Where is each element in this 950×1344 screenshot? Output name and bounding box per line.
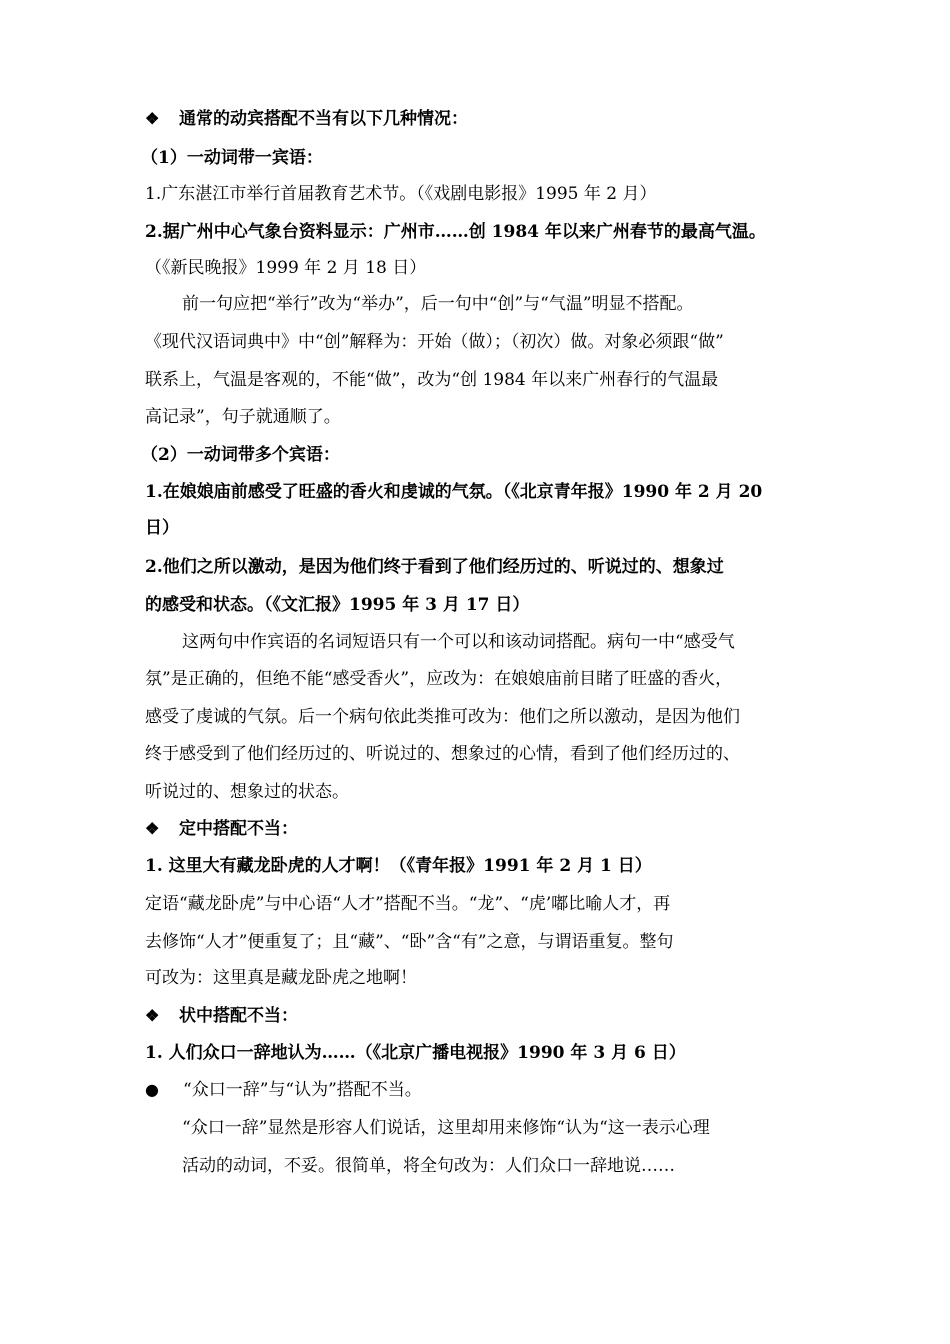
line-text: 可改为：这里真是藏龙卧虎之地啊！	[145, 968, 417, 988]
text-line-7	[145, 331, 724, 353]
text-line-6	[182, 293, 694, 315]
line-text: 活动的动词，不妥。很简单，将全句改为：人们众口一辞地说……	[182, 1156, 675, 1176]
line-text: 1.在娘娘庙前感受了旺盛的香火和虔诚的气氛。（《北京青年报》1990 年 2 月 20	[145, 482, 763, 502]
text-line-26	[145, 1042, 686, 1064]
line-text: 终于感受到了他们经历过的、听说过的、想象过的心情，看到了他们经历过的、	[145, 744, 740, 764]
text-line-8	[145, 369, 718, 391]
text-line-9	[145, 406, 341, 428]
text-line-19	[145, 781, 349, 803]
line-text: 前一句应把“举行”改为“举办”，后一句中“创”与“气温”明显不搭配。	[182, 294, 694, 314]
line-text: 1. 这里大有藏龙卧虎的人才啊！（《青年报》1991 年 2 月 1 日）	[145, 856, 652, 876]
text-line-29	[182, 1155, 675, 1177]
line-text: 1.广东湛江市举行首届教育艺术节。（《戏剧电影报》1995 年 2 月）	[145, 184, 657, 204]
text-line-21	[145, 855, 652, 877]
text-line-12	[145, 517, 179, 539]
line-text: （2）一动词带多个宾语：	[141, 445, 340, 465]
text-line-18	[145, 743, 740, 765]
diamond-bullet-icon: ❖	[145, 819, 160, 838]
line-text: 定中搭配不当：	[179, 819, 298, 839]
text-line-22	[145, 893, 670, 915]
round-bullet-icon: ●	[145, 1080, 159, 1099]
line-text: 感受了虔诚的气氛。后一个病句依此类推可改为：他们之所以激动，是因为他们	[145, 707, 740, 727]
line-text: 通常的动宾搭配不当有以下几种情况：	[179, 109, 468, 129]
text-line-15	[182, 631, 735, 653]
line-text: 《现代汉语词典中》中“创”解释为：开始（做）；（初次）做。对象必须跟“做”	[145, 332, 724, 352]
diamond-bullet-icon: ❖	[145, 1006, 160, 1025]
text-line-1	[145, 108, 468, 130]
line-text: 氛”是正确的，但绝不能“感受香火”，应改为：在娘娘庙前目睹了旺盛的香火，	[145, 669, 733, 689]
text-line-10	[141, 444, 340, 466]
line-text: 这两句中作宾语的名词短语只有一个可以和该动词搭配。病句一中“感受气	[182, 632, 735, 652]
line-text: “众口一辞”与“认为”搭配不当。	[183, 1080, 422, 1100]
text-line-23	[145, 931, 674, 953]
line-text: 的感受和状态。（《文汇报》1995 年 3 月 17 日）	[145, 595, 530, 615]
line-text: （1）一动词带一宾语：	[141, 148, 323, 168]
text-line-14	[145, 594, 529, 616]
line-text: 去修饰“人才”便重复了；且“藏”、“卧”含“有”之意，与谓语重复。整句	[145, 932, 674, 952]
line-text: 1. 人们众口一辞地认为……（《北京广播电视报》1990 年 3 月 6 日）	[145, 1043, 686, 1063]
text-line-13	[145, 556, 724, 578]
diamond-bullet-icon: ❖	[145, 109, 160, 128]
line-text: 听说过的、想象过的状态。	[145, 782, 349, 802]
line-text: “众口一辞”显然是形容人们说话，这里却用来修饰“认为“这一表示心理	[182, 1118, 710, 1138]
line-text: 高记录”，句子就通顺了。	[145, 407, 341, 427]
text-line-16	[145, 668, 732, 690]
text-line-5	[145, 257, 426, 279]
line-text: 定语“藏龙卧虎”与中心语“人才”搭配不当。“龙”、“虎’嘟比喻人才，再	[145, 894, 671, 914]
text-line-4	[145, 221, 766, 243]
text-line-28	[182, 1117, 710, 1139]
text-line-24	[145, 967, 417, 989]
text-line-2	[141, 147, 323, 169]
text-line-20	[145, 818, 298, 840]
line-text: （《新民晚报》1999 年 2 月 18 日）	[145, 258, 427, 278]
line-text: 联系上，气温是客观的，不能“做”，改为“创 1984 年以来广州春行的气温最	[145, 370, 719, 390]
line-text: 日）	[145, 518, 179, 538]
text-line-3	[145, 183, 657, 205]
text-line-25	[145, 1005, 298, 1027]
text-line-17	[145, 706, 740, 728]
line-text: 2.据广州中心气象台资料显示：广州市……创 1984 年以来广州春节的最高气温。	[145, 222, 766, 242]
line-text: 2.他们之所以激动，是因为他们终于看到了他们经历过的、听说过的、想象过	[145, 557, 724, 577]
text-line-27	[145, 1079, 422, 1101]
line-text: 状中搭配不当：	[179, 1006, 298, 1026]
text-line-11	[145, 481, 762, 503]
